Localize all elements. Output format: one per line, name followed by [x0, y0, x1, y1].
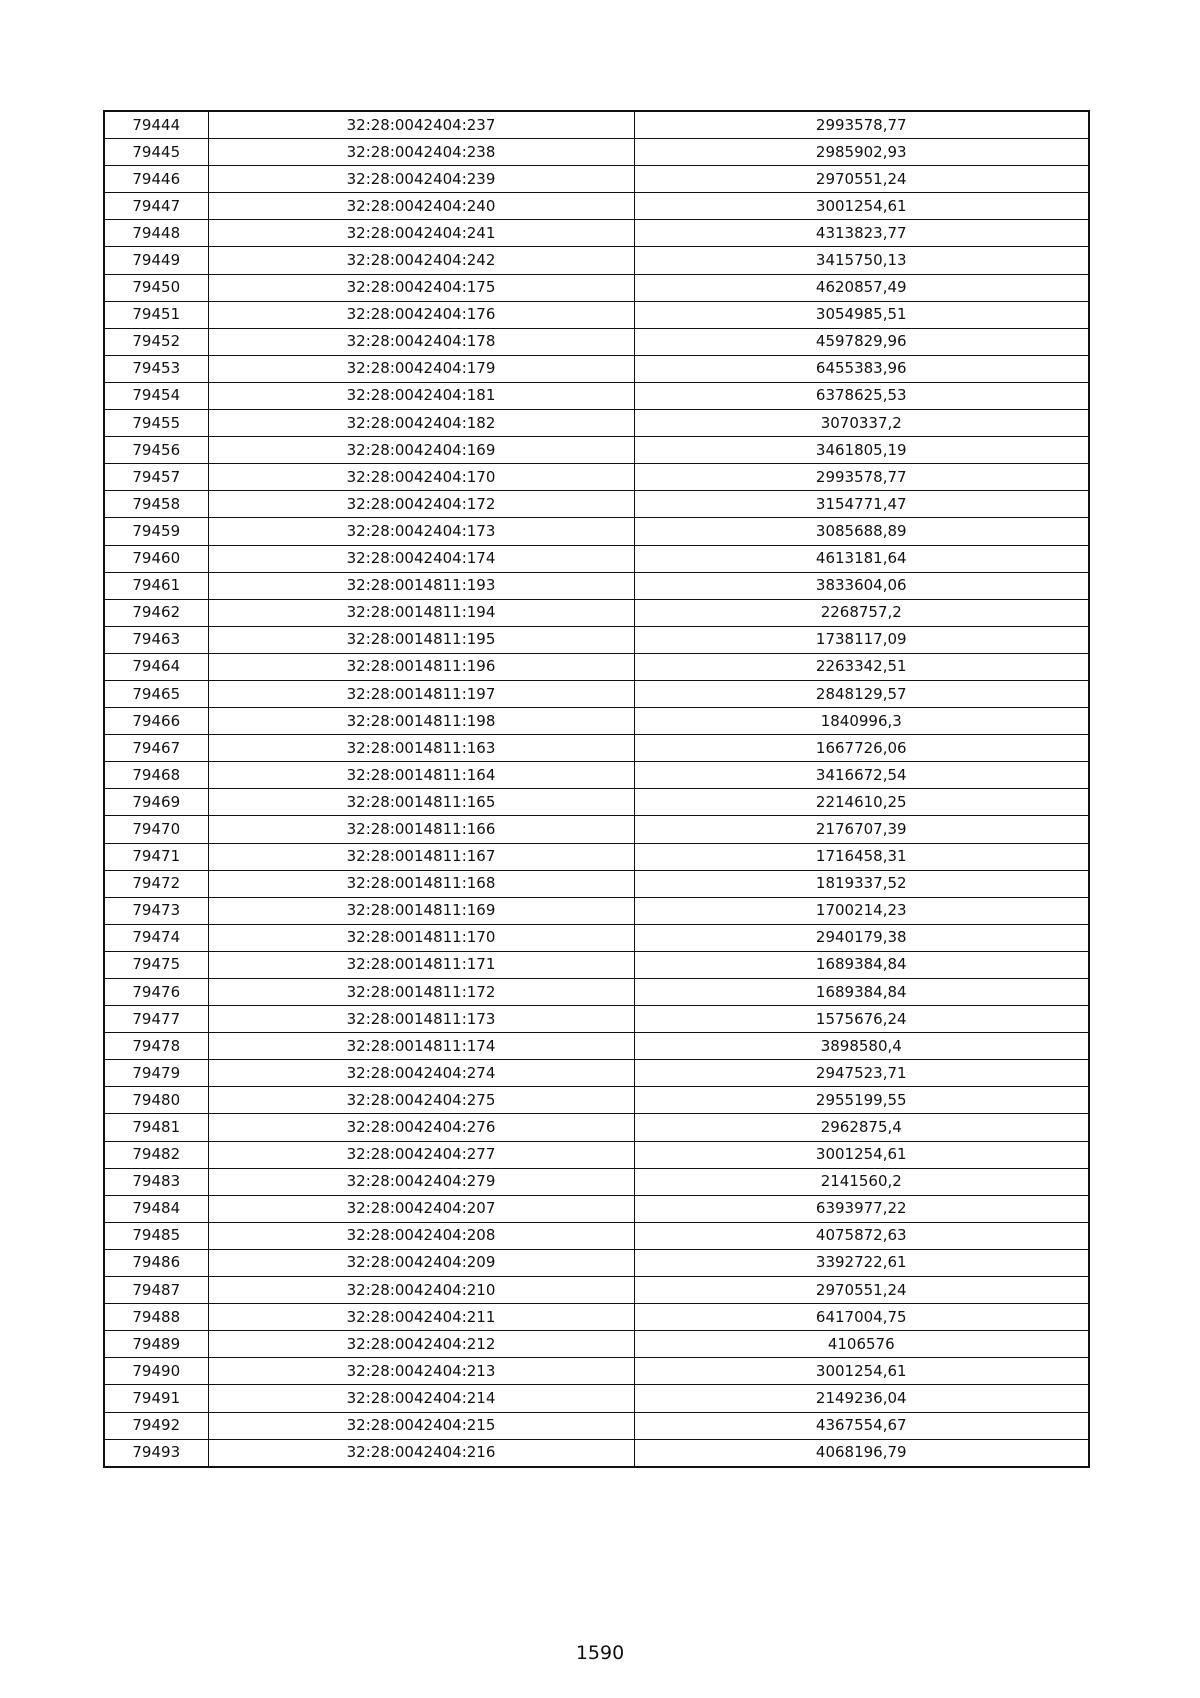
- cadastral-number-cell: 32:28:0014811:167: [208, 843, 634, 870]
- table-row: [104, 1195, 1089, 1222]
- table-row: [104, 1331, 1089, 1358]
- row-number-cell: 79477: [104, 1006, 208, 1033]
- cadastral-number-cell: 32:28:0042404:210: [208, 1277, 634, 1304]
- row-number-cell: 79456: [104, 437, 208, 464]
- cadastral-number-cell: 32:28:0014811:197: [208, 680, 634, 707]
- value-cell: 3001254,61: [634, 1358, 1089, 1385]
- cadastral-number-cell: 32:28:0042404:170: [208, 464, 634, 491]
- table-row: [104, 545, 1089, 572]
- row-number-cell: 79493: [104, 1439, 208, 1467]
- cadastral-number-cell: 32:28:0014811:195: [208, 626, 634, 653]
- row-number-cell: 79449: [104, 247, 208, 274]
- cadastral-number-cell: 32:28:0014811:194: [208, 599, 634, 626]
- row-number-cell: 79464: [104, 653, 208, 680]
- value-cell: 2263342,51: [634, 653, 1089, 680]
- cadastral-number-cell: 32:28:0042404:209: [208, 1249, 634, 1276]
- value-cell: 4613181,64: [634, 545, 1089, 572]
- table-row: [104, 626, 1089, 653]
- table-row: [104, 166, 1089, 193]
- value-cell: 3416672,54: [634, 762, 1089, 789]
- value-cell: 2848129,57: [634, 680, 1089, 707]
- value-cell: 2970551,24: [634, 1277, 1089, 1304]
- cadastral-number-cell: 32:28:0014811:198: [208, 708, 634, 735]
- table-row: [104, 247, 1089, 274]
- row-number-cell: 79485: [104, 1222, 208, 1249]
- cadastral-number-cell: 32:28:0014811:165: [208, 789, 634, 816]
- row-number-cell: 79462: [104, 599, 208, 626]
- value-cell: 2962875,4: [634, 1114, 1089, 1141]
- cadastral-number-cell: 32:28:0014811:172: [208, 979, 634, 1006]
- cadastral-number-cell: 32:28:0042404:213: [208, 1358, 634, 1385]
- page-number: 1590: [575, 1642, 625, 1664]
- row-number-cell: 79476: [104, 979, 208, 1006]
- table-row: [104, 816, 1089, 843]
- cadastral-number-cell: 32:28:0042404:175: [208, 274, 634, 301]
- table-row: [104, 437, 1089, 464]
- value-cell: 3154771,47: [634, 491, 1089, 518]
- value-cell: 4075872,63: [634, 1222, 1089, 1249]
- row-number-cell: 79470: [104, 816, 208, 843]
- cadastral-number-cell: 32:28:0042404:212: [208, 1331, 634, 1358]
- row-number-cell: 79453: [104, 355, 208, 382]
- row-number-cell: 79455: [104, 410, 208, 437]
- value-cell: 2141560,2: [634, 1168, 1089, 1195]
- row-number-cell: 79452: [104, 328, 208, 355]
- value-cell: 6378625,53: [634, 382, 1089, 409]
- value-cell: 2149236,04: [634, 1385, 1089, 1412]
- table-row: [104, 111, 1089, 139]
- cadastral-number-cell: 32:28:0042404:181: [208, 382, 634, 409]
- cadastral-number-cell: 32:28:0014811:174: [208, 1033, 634, 1060]
- table-row: [104, 572, 1089, 599]
- table-row: [104, 897, 1089, 924]
- table-row: [104, 1033, 1089, 1060]
- table-row: [104, 410, 1089, 437]
- cadastral-number-cell: 32:28:0042404:241: [208, 220, 634, 247]
- cadastral-number-cell: 32:28:0042404:207: [208, 1195, 634, 1222]
- row-number-cell: 79479: [104, 1060, 208, 1087]
- table-row: [104, 518, 1089, 545]
- table-row: [104, 328, 1089, 355]
- cadastral-number-cell: 32:28:0042404:242: [208, 247, 634, 274]
- table-row: [104, 274, 1089, 301]
- value-cell: 1738117,09: [634, 626, 1089, 653]
- row-number-cell: 79446: [104, 166, 208, 193]
- cadastral-number-cell: 32:28:0014811:193: [208, 572, 634, 599]
- table-row: [104, 491, 1089, 518]
- row-number-cell: 79460: [104, 545, 208, 572]
- value-cell: 1667726,06: [634, 735, 1089, 762]
- value-cell: 2268757,2: [634, 599, 1089, 626]
- row-number-cell: 79466: [104, 708, 208, 735]
- value-cell: 2955199,55: [634, 1087, 1089, 1114]
- table-row: [104, 762, 1089, 789]
- value-cell: 2940179,38: [634, 924, 1089, 951]
- cadastral-number-cell: 32:28:0042404:214: [208, 1385, 634, 1412]
- table-row: [104, 951, 1089, 978]
- cadastral-number-cell: 32:28:0042404:275: [208, 1087, 634, 1114]
- cadastral-number-cell: 32:28:0014811:169: [208, 897, 634, 924]
- table-row: [104, 870, 1089, 897]
- value-cell: 2993578,77: [634, 464, 1089, 491]
- cadastral-number-cell: 32:28:0014811:168: [208, 870, 634, 897]
- value-cell: 3085688,89: [634, 518, 1089, 545]
- table-row: [104, 979, 1089, 1006]
- cadastral-number-cell: 32:28:0042404:169: [208, 437, 634, 464]
- cadastral-number-cell: 32:28:0042404:274: [208, 1060, 634, 1087]
- value-cell: 2970551,24: [634, 166, 1089, 193]
- value-cell: 3070337,2: [634, 410, 1089, 437]
- row-number-cell: 79463: [104, 626, 208, 653]
- row-number-cell: 79474: [104, 924, 208, 951]
- cadastral-number-cell: 32:28:0042404:215: [208, 1412, 634, 1439]
- value-cell: 1575676,24: [634, 1006, 1089, 1033]
- table-row: [104, 789, 1089, 816]
- cadastral-number-cell: 32:28:0042404:182: [208, 410, 634, 437]
- row-number-cell: 79451: [104, 301, 208, 328]
- row-number-cell: 79473: [104, 897, 208, 924]
- row-number-cell: 79472: [104, 870, 208, 897]
- value-cell: 1716458,31: [634, 843, 1089, 870]
- cadastral-number-cell: 32:28:0042404:179: [208, 355, 634, 382]
- value-cell: 3001254,61: [634, 193, 1089, 220]
- cadastral-number-cell: 32:28:0042404:216: [208, 1439, 634, 1467]
- row-number-cell: 79491: [104, 1385, 208, 1412]
- table-row: [104, 220, 1089, 247]
- cadastral-number-cell: 32:28:0042404:239: [208, 166, 634, 193]
- table-row: [104, 1304, 1089, 1331]
- table-row: [104, 1358, 1089, 1385]
- table-row: [104, 1222, 1089, 1249]
- value-cell: 4313823,77: [634, 220, 1089, 247]
- table-row: [104, 1277, 1089, 1304]
- table-row: [104, 1060, 1089, 1087]
- cadastral-number-cell: 32:28:0042404:276: [208, 1114, 634, 1141]
- cadastral-number-cell: 32:28:0042404:178: [208, 328, 634, 355]
- value-cell: 4367554,67: [634, 1412, 1089, 1439]
- cadastral-number-cell: 32:28:0014811:170: [208, 924, 634, 951]
- row-number-cell: 79480: [104, 1087, 208, 1114]
- table-row: [104, 680, 1089, 707]
- cadastral-number-cell: 32:28:0042404:174: [208, 545, 634, 572]
- table-row: [104, 1168, 1089, 1195]
- row-number-cell: 79490: [104, 1358, 208, 1385]
- table-row: [104, 843, 1089, 870]
- value-cell: 1700214,23: [634, 897, 1089, 924]
- row-number-cell: 79448: [104, 220, 208, 247]
- row-number-cell: 79454: [104, 382, 208, 409]
- table-row: [104, 1141, 1089, 1168]
- row-number-cell: 79458: [104, 491, 208, 518]
- row-number-cell: 79468: [104, 762, 208, 789]
- table-row: [104, 193, 1089, 220]
- row-number-cell: 79450: [104, 274, 208, 301]
- row-number-cell: 79469: [104, 789, 208, 816]
- value-cell: 4620857,49: [634, 274, 1089, 301]
- table-row: [104, 653, 1089, 680]
- cadastral-number-cell: 32:28:0014811:171: [208, 951, 634, 978]
- value-cell: 4106576: [634, 1331, 1089, 1358]
- value-cell: 1689384,84: [634, 951, 1089, 978]
- cadastral-number-cell: 32:28:0014811:196: [208, 653, 634, 680]
- row-number-cell: 79475: [104, 951, 208, 978]
- cadastral-number-cell: 32:28:0042404:277: [208, 1141, 634, 1168]
- value-cell: 3898580,4: [634, 1033, 1089, 1060]
- table-row: [104, 464, 1089, 491]
- value-cell: 1689384,84: [634, 979, 1089, 1006]
- row-number-cell: 79447: [104, 193, 208, 220]
- row-number-cell: 79465: [104, 680, 208, 707]
- value-cell: 2214610,25: [634, 789, 1089, 816]
- value-cell: 1840996,3: [634, 708, 1089, 735]
- row-number-cell: 79445: [104, 139, 208, 166]
- cadastral-number-cell: 32:28:0014811:163: [208, 735, 634, 762]
- cadastral-number-cell: 32:28:0042404:211: [208, 1304, 634, 1331]
- data-table: [103, 110, 1090, 1468]
- table-row: [104, 599, 1089, 626]
- value-cell: 3001254,61: [634, 1141, 1089, 1168]
- row-number-cell: 79487: [104, 1277, 208, 1304]
- row-number-cell: 79444: [104, 111, 208, 139]
- value-cell: 6393977,22: [634, 1195, 1089, 1222]
- table-row: [104, 382, 1089, 409]
- value-cell: 2947523,71: [634, 1060, 1089, 1087]
- value-cell: 2993578,77: [634, 111, 1089, 139]
- table-row: [104, 1087, 1089, 1114]
- table-row: [104, 708, 1089, 735]
- cadastral-number-cell: 32:28:0042404:172: [208, 491, 634, 518]
- value-cell: 6417004,75: [634, 1304, 1089, 1331]
- row-number-cell: 79484: [104, 1195, 208, 1222]
- value-cell: 2985902,93: [634, 139, 1089, 166]
- row-number-cell: 79457: [104, 464, 208, 491]
- row-number-cell: 79488: [104, 1304, 208, 1331]
- value-cell: 3833604,06: [634, 572, 1089, 599]
- row-number-cell: 79461: [104, 572, 208, 599]
- value-cell: 3461805,19: [634, 437, 1089, 464]
- table-row: [104, 1114, 1089, 1141]
- table-row: [104, 735, 1089, 762]
- value-cell: 4597829,96: [634, 328, 1089, 355]
- row-number-cell: 79489: [104, 1331, 208, 1358]
- cadastral-number-cell: 32:28:0014811:173: [208, 1006, 634, 1033]
- table-row: [104, 924, 1089, 951]
- row-number-cell: 79478: [104, 1033, 208, 1060]
- table-row: [104, 1006, 1089, 1033]
- row-number-cell: 79492: [104, 1412, 208, 1439]
- table-row: [104, 1439, 1089, 1467]
- cadastral-number-cell: 32:28:0042404:208: [208, 1222, 634, 1249]
- value-cell: 3392722,61: [634, 1249, 1089, 1276]
- table-row: [104, 139, 1089, 166]
- cadastral-number-cell: 32:28:0042404:237: [208, 111, 634, 139]
- row-number-cell: 79467: [104, 735, 208, 762]
- table-row: [104, 1249, 1089, 1276]
- value-cell: 6455383,96: [634, 355, 1089, 382]
- row-number-cell: 79483: [104, 1168, 208, 1195]
- value-cell: 2176707,39: [634, 816, 1089, 843]
- row-number-cell: 79471: [104, 843, 208, 870]
- cadastral-number-cell: 32:28:0042404:173: [208, 518, 634, 545]
- value-cell: 4068196,79: [634, 1439, 1089, 1467]
- row-number-cell: 79459: [104, 518, 208, 545]
- cadastral-number-cell: 32:28:0042404:238: [208, 139, 634, 166]
- table-body: [104, 111, 1089, 1467]
- value-cell: 3054985,51: [634, 301, 1089, 328]
- table-row: [104, 355, 1089, 382]
- table-row: [104, 301, 1089, 328]
- value-cell: 3415750,13: [634, 247, 1089, 274]
- table-row: [104, 1412, 1089, 1439]
- cadastral-number-cell: 32:28:0014811:166: [208, 816, 634, 843]
- cadastral-number-cell: 32:28:0042404:176: [208, 301, 634, 328]
- row-number-cell: 79481: [104, 1114, 208, 1141]
- cadastral-number-cell: 32:28:0042404:279: [208, 1168, 634, 1195]
- cadastral-number-cell: 32:28:0042404:240: [208, 193, 634, 220]
- cadastral-number-cell: 32:28:0014811:164: [208, 762, 634, 789]
- row-number-cell: 79482: [104, 1141, 208, 1168]
- value-cell: 1819337,52: [634, 870, 1089, 897]
- row-number-cell: 79486: [104, 1249, 208, 1276]
- table-row: [104, 1385, 1089, 1412]
